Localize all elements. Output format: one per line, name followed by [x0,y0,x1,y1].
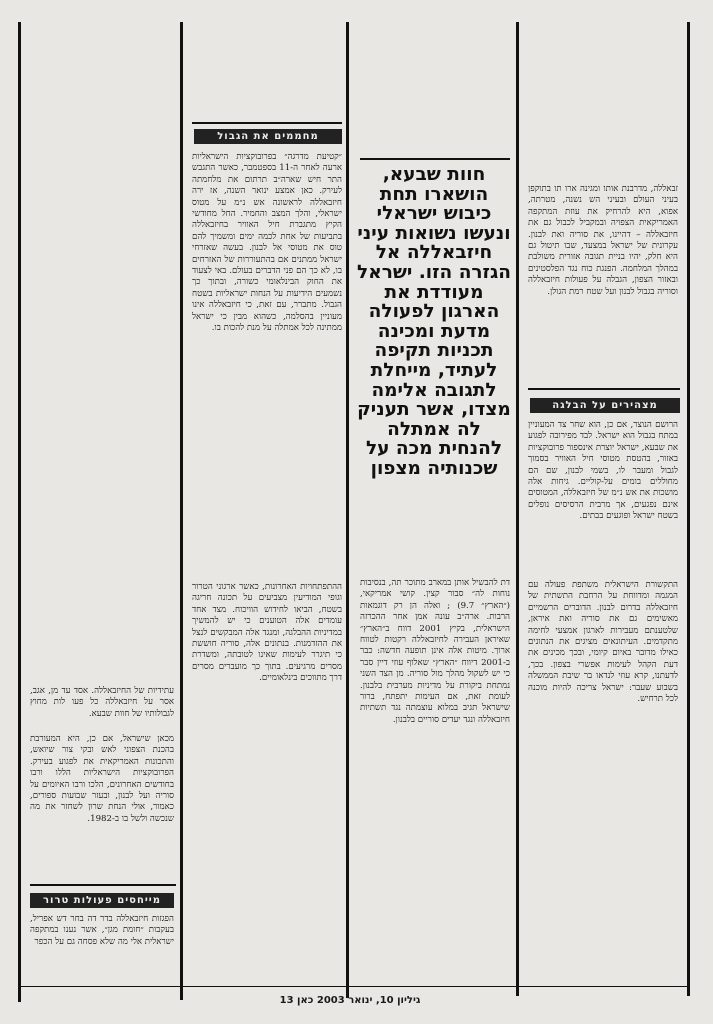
article-text-mid-right: דת להבשיל אותן במארב מתוכר תה, בנסיבות נוחות לה״ סבור קצין. קושי אמריקאי, (״הארץ״ 9.7) ; ואלה הן רק דוגמאות הרבות. ארה״ב עונה אמן אחר ההכרזה הישראלית, בקיץ 2001 דווח ב״הארץ״ שאיראן העבירה לחיזבאללה רקטות לטווח ארוך. מיטות אלה אינן תופעה חדשה: כבר ב-2001 דיווח ״הארץ״ שאלוף עוזי דיין סבר כי יש לשקול מהלך מול סוריה. מן הצד השני נמתחת ביקורת על מדיניות מערבית בלבנון. לעומת זאת, אם העימות יתפתח, ברור שישראל תגיב במלוא עוצמתה נגד תשתיות חיזבאללה ונגד יעדים סוריים בלבנון. [360,578,510,725]
column-rule-1 [18,22,21,1002]
article-text-left-mid: מכאן שישראל, אם כן, היא המעורבת בהכנת הצפוני לאש ובקי צור שיואש, והתכונות האמריקאית את לפגוע בעירק. הפרובוקציות הישראליות הללו ורבו בחודשים האחרונים, הלכו ורבו האיומים על סוריה ועל לבנון, ובעזר שבועות ספורים, כאמור, אולי הנחת שרון לשחזר את מה שנכשה ולשל בו ב-1982. [30,734,174,824]
pull-quote-top-rule [360,158,510,160]
article-text-right-lower: התקשורת הישראלית משתפת פעולה עם המגמה ומדווחת על הרחבת התשתית של חיזבאללה בדרום לבנון. הדוברים הרשמיים מאשימים גם את סוריה ואת איראן, שלטענתם מעבירות לארגון אמצעי לחימה מתקדמים. העיתונאים מציגים את הנתונים כאילו מדובר באיום קיומי, ובכך מכינים את דעת הקהל לעימות אפשרי בצפון. בכך, לדעתנו, קרא עוזי לנדאו בר שיבת הממשלה בשבוע שעבר: ישראל צריכה להיות מוכנה לכל תרחיש. [528,580,678,705]
article-text-mid-left: ״קטיעת מדרגה״ בפרובוקציות הישראליות ארעה לאחר ה-11 בספטמבר, כאשר התגבש התר חיש שארה״ב תרתום את מלחמתה לעירק. כאן אמצע ינואר השנה, אז ירה חיזבאללה לראשונה אש נ״מ על מטוס ישראלי, והלך המצב והחמיר. החל מחודשי הקיץ מתגברת חיל האוויר בחיזבאללה בתביעות של אחת לכמה ימים ומשמיך להם טוס את מטוסי אל לבנון. בעשה שאזרחי ישראל ממתנים אם בהתעוררות של האזרחים בו, לא כך הם פני הדברים בעולם. באי לצעוד את החוק הבינלאומי כשורה, ובתוך כך נשמעים הידיעות על הנחות ישראליות בשטח הגבול. מתברר, עם זאת, כי חיזבאללה אינו מעוניין בהסלמה, כשהוא מבין כי ישראל ממתינה לכל אמתלה על מנת להכות בו. [192,152,342,334]
article-text-left-bottom: הפגזות חיזבאללה בדר דה בחר דש אפריל, בעקבות ״חומת מגן״, אשר נענו במתקפה ישראלית אלי מה שלא פסחה גם על הכפר [30,914,174,947]
column-rule-3 [346,22,349,998]
footer-rule [20,986,688,987]
article-text-mid-left-lower: ההתפתחויות האחרונות, כאשר ארגוני הטרור וגופי המודיעין מצביעים על תכונה חריגה בשטח, הביאו לחידוש הוויכוח. מצד אחד עומדים אלה הטוענים כי יש להמשיך במדיניות ההבלגה, ומנגד אלה המבקשים לנצל את ההזדמנות. בנתונים אלה, סוריה חוששת כי תיגרר לעימות שאינו לטובתה, ומשדרת מסרים מרגיעים. בתוך כך מועברים מסרים דרך מתווכים בינלאומיים. [192,582,342,684]
heading-machamamim: מחממים את הגבול [194,129,342,144]
column-rule-2 [180,22,183,1000]
pull-quote: חוות שבעא, הושארו תחת כיבוש ישראלי ונעשו נשואות עיני חיזבאללה אל הגזרה הזו. ישראל מעודדת את הארגון לפעולה מדעת ומכינה תכניות תקיפה לעתיד, מייחלת לתגובה אלימה מצדו, אשר תעניק לה אמתלה להנחית מכה על שכנותיה מצפון [357,164,511,479]
section-rule-mid-left [192,122,342,124]
article-text-left-top: עתידיות של החיזבאללה. אסד עד מן, אגב, אסר על חיזבאללה כל פעו לות מחוץ לגבולותיו של חוות שבעא. [30,686,174,719]
section-rule-left [30,884,176,886]
article-text-right-top: זבאללה, מדרבנת אותו ומגינה ארו תו בתוקפן בעיני העולם ובעיני הש נשנה, מטרתה, אפוא, היא להרחיק את עוזת המתקפה האמריקאית הצפויה ובמקביל לכבול גם את חיזבאללה – דהיינו, את סוריה ואת לבנון. עקרונית של ישראל במצעד, שבו תיטול גם היא חלק, יהיו בניית תגובה אזורית משולבת במהלך המלחמה. הפנגת כוח נגד הפלסטינים ובאזור הצפון, הגבלה על פעולות חיזבאללה וסוריה בגבול לבנון ועל שטח רמת הגולן. [528,184,678,297]
heading-meyachsim: מייחסים פעולות טרור [30,893,174,908]
column-rule-5 [687,22,690,996]
page-footer: גיליון 10, ינואר 2003 כאן 13 [279,995,421,1006]
column-rule-4 [516,22,519,996]
section-rule-right [528,388,680,390]
article-text-right-middle: הרושם הנוצר, אם כן, הוא שחר צד המעוניין במתח בגבול הוא ישראל. לבד מפירובה לפגוע את שבעא, ישראל יוצרת אינספור פרובוקציות באזור, בהטסת מטוסי חיל האוויר בסמוך לגבול ומעבר לו, בשמי לבנון, שם הם מחוללים בומים על-קוליים. גיחות אלה מושכות את אש נ״מ של חיזבאללה, המטוסים אינם נפגעים, אך מרבית הרסיסים נופלים בשטח ישראל ופוגעים בבתים. [528,420,678,522]
heading-tzahirim: מצהירים על הבלגה [530,398,680,413]
